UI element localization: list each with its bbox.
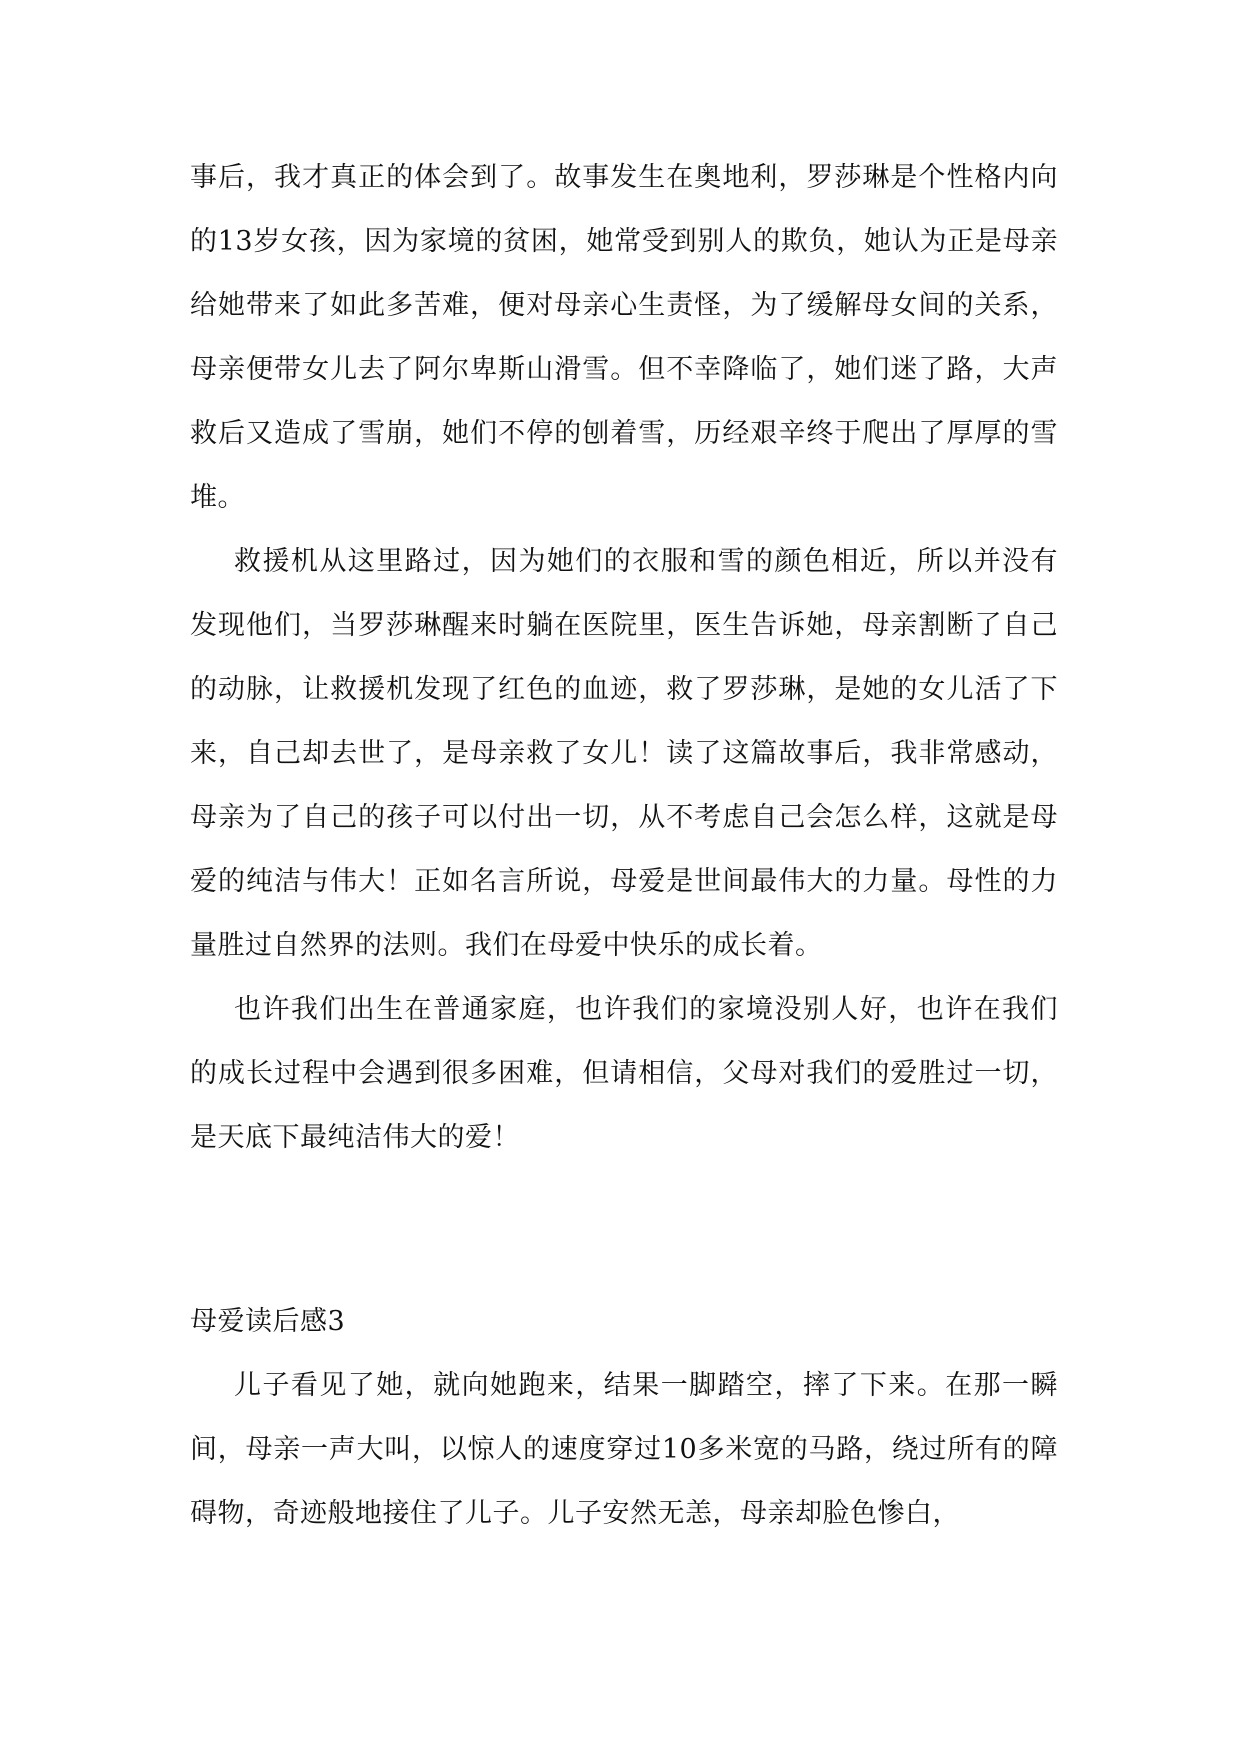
body-text-section-3	[190, 1290, 1058, 1546]
paragraph-rescue: 救援机从这里路过，因为她们的衣服和雪的颜色相近，所以并没有发现他们，当罗莎琳醒来时躺在医院里，医生告诉她，母亲割断了自己的动脉，让救援机发现了红色的血迹，救了罗莎琳，是她的女儿活了下来，自己却去世了，是母亲救了女儿！读了这篇故事后，我非常感动，母亲为了自己的孩子可以付出一切，从不考虑自己会怎么样，这就是母爱的纯洁与伟大！正如名言所说，母爱是世间最伟大的力量。母性的力量胜过自然界的法则。我们在母爱中快乐的成长着。	[190, 546, 1058, 961]
paragraph-son-fall: 儿子看见了她，就向她跑来，结果一脚踏空，摔了下来。在那一瞬间，母亲一声大叫，以惊人的速度穿过10多米宽的马路，绕过所有的障碍物，奇迹般地接住了儿子。儿子安然无恙，母亲却脸色惨白，	[190, 1370, 1058, 1529]
paragraph-conclusion: 也许我们出生在普通家庭，也许我们的家境没别人好，也许在我们的成长过程中会遇到很多困难，但请相信，父母对我们的爱胜过一切，是天底下最纯洁伟大的爱！	[190, 994, 1058, 1153]
body-text-top	[190, 146, 1058, 1170]
section-heading: 母爱读后感3	[190, 1306, 346, 1337]
paragraph-continued: 事后，我才真正的体会到了。故事发生在奥地利，罗莎琳是个性格内向的13岁女孩，因为家境的贫困，她常受到别人的欺负，她认为正是母亲给她带来了如此多苦难，便对母亲心生责怪，为了缓解母女间的关系，母亲便带女儿去了阿尔卑斯山滑雪。但不幸降临了，她们迷了路，大声救后又造成了雪崩，她们不停的刨着雪，历经艰辛终于爬出了厚厚的雪堆。	[190, 162, 1058, 513]
